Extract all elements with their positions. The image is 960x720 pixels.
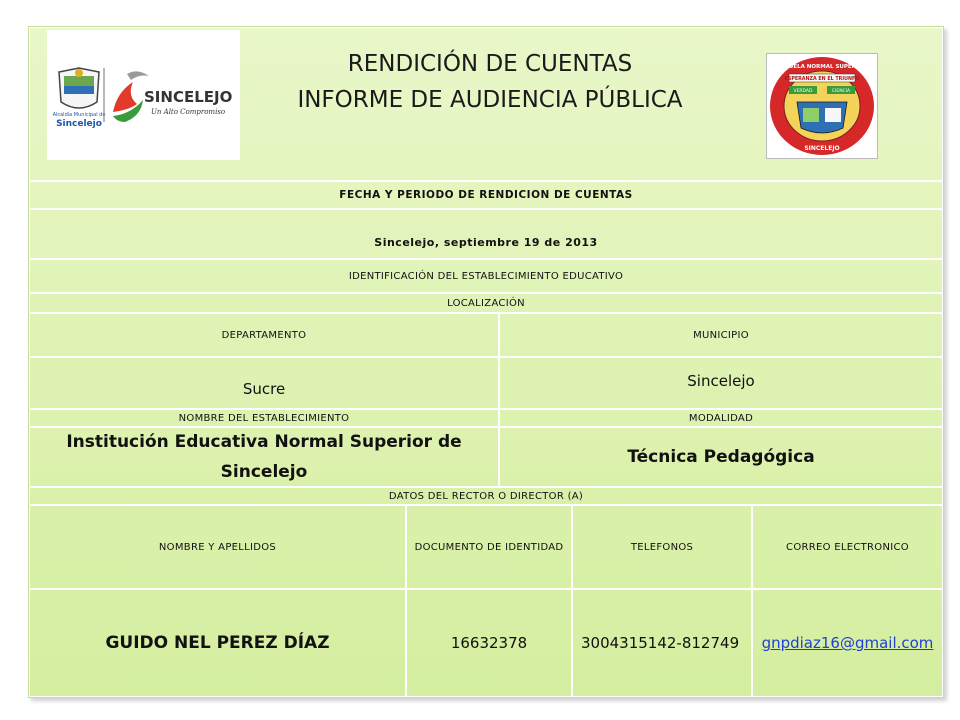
modalidad-value xyxy=(499,427,943,487)
nombre-establecimiento-value-text: Institución Educativa Normal Superior de Sincelejo xyxy=(66,432,462,482)
departamento-label xyxy=(29,313,499,357)
rector-telefonos-value xyxy=(572,589,752,697)
sincelejo-logo xyxy=(47,30,240,160)
caption-line1: Alcaldía Municipal de xyxy=(52,112,106,118)
rector-telefonos-label-text: TELEFONOS xyxy=(630,541,694,553)
rector-documento-value-text: 16632378 xyxy=(450,634,528,652)
rector-nombre-label xyxy=(29,505,406,589)
rector-nombre-label-text: NOMBRE Y APELLIDOS xyxy=(158,541,277,553)
school-seal-icon xyxy=(767,54,877,158)
seal-bottom-text: SINCELEJO xyxy=(804,145,840,152)
identificacion-label-text: IDENTIFICACIÓN DEL ESTABLECIMIENTO EDUCATIVO xyxy=(348,270,624,282)
nombre-establecimiento-value xyxy=(29,427,499,487)
fecha-periodo-label-text: FECHA Y PERIODO DE RENDICION DE CUENTAS xyxy=(339,189,633,201)
departamento-value-text: Sucre xyxy=(242,380,286,398)
municipio-label xyxy=(499,313,943,357)
rector-documento-label xyxy=(406,505,572,589)
departamento-label-text: DEPARTAMENTO xyxy=(221,329,307,341)
seal-top-text: ESCUELA NORMAL SUPERIOR xyxy=(777,64,867,70)
municipio-value-text: Sincelejo xyxy=(687,372,755,390)
municipio-value xyxy=(499,357,943,409)
slogan-text: Un Alto Compromiso xyxy=(151,108,226,116)
modalidad-label xyxy=(499,409,943,427)
brand-text: SINCELEJO xyxy=(144,88,233,106)
report-sheet xyxy=(28,26,944,698)
seal-right-word: CIENCIA xyxy=(831,89,851,94)
modalidad-value-text: Técnica Pedagógica xyxy=(627,447,815,467)
rector-telefonos-value-text: 3004315142-812749 xyxy=(581,634,740,652)
datos-rector-label-text: DATOS DEL RECTOR O DIRECTOR (A) xyxy=(388,490,584,502)
nombre-establecimiento-label-text: NOMBRE DEL ESTABLECIMIENTO xyxy=(178,412,350,424)
rector-email-link[interactable]: gnpdiaz16@gmail.com xyxy=(761,634,934,652)
rector-nombre-value xyxy=(29,589,406,697)
rector-nombre-value-text: GUIDO NEL PEREZ DÍAZ xyxy=(105,633,330,653)
nombre-establecimiento-label xyxy=(29,409,499,427)
seal-left-word: VERDAD xyxy=(793,89,813,94)
localizacion-label xyxy=(29,293,943,313)
municipal-crest-icon xyxy=(59,68,99,108)
sincelejo-logo-icon xyxy=(47,30,240,160)
rector-telefonos-label xyxy=(572,505,752,589)
title-line1: RENDICIÓN DE CUENTAS xyxy=(347,51,633,77)
departamento-value xyxy=(29,357,499,409)
seal-banner-text: ESPERANZA EN EL TRIUNFO xyxy=(784,77,860,82)
fecha-value xyxy=(29,209,943,259)
title-line2: INFORME DE AUDIENCIA PÚBLICA xyxy=(297,87,683,113)
rector-correo-value xyxy=(752,589,943,697)
modalidad-label-text: MODALIDAD xyxy=(688,412,754,424)
header-titles xyxy=(240,46,740,118)
rector-correo-label xyxy=(752,505,943,589)
caption-line2: Sincelejo xyxy=(56,119,102,129)
fecha-periodo-label xyxy=(29,181,943,209)
identificacion-label xyxy=(29,259,943,293)
datos-rector-label xyxy=(29,487,943,505)
school-seal xyxy=(766,53,878,159)
rector-documento-value xyxy=(406,589,572,697)
rector-correo-label-text: CORREO ELECTRONICO xyxy=(786,541,909,553)
localizacion-label-text: LOCALIZACIÓN xyxy=(447,297,525,309)
fecha-value-text: Sincelejo, septiembre 19 de 2013 xyxy=(374,235,598,249)
header-row xyxy=(29,27,943,181)
municipio-label-text: MUNICIPIO xyxy=(693,329,749,341)
rector-documento-label-text: DOCUMENTO DE IDENTIDAD xyxy=(414,541,564,553)
